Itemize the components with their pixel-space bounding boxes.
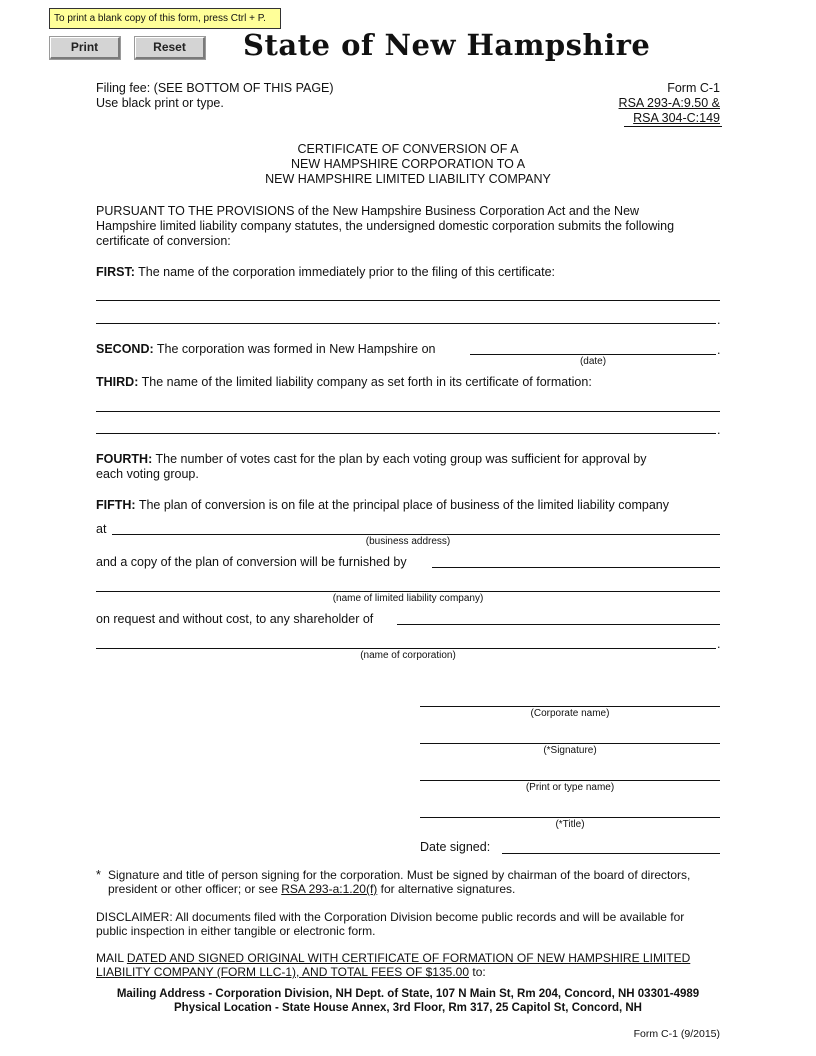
third-text: The name of the limited liability company as set forth in its certificate of formation: <box>141 375 592 389</box>
copy-furnished-text: and a copy of the plan of conversion will be furnished by <box>96 555 407 569</box>
mail-requirements-line1: DATED AND SIGNED ORIGINAL WITH CERTIFICATE OF FORMATION OF NEW HAMPSHIRE LIMITED <box>126 951 691 965</box>
footnote-line2 <box>108 882 515 896</box>
period: . <box>717 423 721 437</box>
form-title-line1: CERTIFICATE OF CONVERSION OF A <box>297 142 519 156</box>
fourth-text: The number of votes cast for the plan by each voting group was sufficient for approval by <box>155 452 647 466</box>
llc-name-field-1[interactable] <box>96 411 720 412</box>
period: . <box>717 313 721 327</box>
date-caption: (date) <box>579 356 607 367</box>
mail-instruction-line2 <box>96 965 486 979</box>
first-article <box>96 265 555 279</box>
footnote-line2-post: for alternative signatures. <box>380 882 516 896</box>
fifth-label: FIFTH: <box>96 498 136 512</box>
reset-button[interactable]: Reset <box>135 37 205 59</box>
mailing-address: Mailing Address - Corporation Division, NH Dept. of State, 107 N Main St, Rm 204, Concord, NH 03301-4989 <box>116 988 700 1000</box>
second-article <box>96 342 436 356</box>
on-request-text: on request and without cost, to any shareholder of <box>96 612 374 626</box>
period: . <box>717 637 721 651</box>
date-signed-label: Date signed: <box>420 840 491 854</box>
black-print-note: Use black print or type. <box>96 96 224 110</box>
print-name-field[interactable] <box>420 780 720 781</box>
corporation-name-field-2[interactable] <box>96 323 716 324</box>
disclaimer-line1: DISCLAIMER: All documents filed with the Corporation Division become public records and will be available for <box>96 910 685 924</box>
rsa-link-304[interactable]: RSA 304-C:149 <box>633 111 720 125</box>
signature-field[interactable] <box>420 743 720 744</box>
first-label: FIRST: <box>96 265 135 279</box>
llc-name-caption: (name of limited liability company) <box>332 593 484 604</box>
furnisher-field-2[interactable] <box>96 591 720 592</box>
second-text: The corporation was formed in New Hampshire on <box>156 342 436 356</box>
fourth-article <box>96 452 736 466</box>
corporation-name-field-1[interactable] <box>96 300 720 301</box>
signature-caption: (*Signature) <box>543 745 597 756</box>
formation-date-field[interactable] <box>470 354 716 355</box>
third-label: THIRD: <box>96 375 139 389</box>
corporate-name-field[interactable] <box>420 706 720 707</box>
business-address-caption: (business address) <box>365 536 451 547</box>
intro-line2: Hampshire limited liability company statutes, the undersigned domestic corporation submits the following <box>96 219 675 233</box>
form-version: Form C-1 (9/2015) <box>633 1028 720 1040</box>
corporation-name-caption: (name of corporation) <box>360 650 456 661</box>
mail-prefix: MAIL <box>96 951 124 965</box>
rsa-link-293[interactable]: RSA 293-A:9.50 & <box>618 96 720 110</box>
footnote-star: * <box>96 868 101 882</box>
print-button[interactable]: Print <box>50 37 120 59</box>
title-caption: (*Title) <box>555 819 585 830</box>
first-text: The name of the corporation immediately prior to the filing of this certificate: <box>138 265 556 279</box>
footnote-line2-pre: president or other officer; or see <box>108 882 278 896</box>
title-field[interactable] <box>420 817 720 818</box>
rsa-alt-signature-link[interactable]: RSA 293-a:1.20(f) <box>281 882 378 896</box>
mail-to: to: <box>472 965 486 979</box>
shareholder-field-1[interactable] <box>397 624 720 625</box>
shareholder-field-2[interactable] <box>96 648 716 649</box>
at-label: at <box>96 522 107 536</box>
form-id: Form C-1 <box>667 81 720 95</box>
print-hint-tooltip: To print a blank copy of this form, press Ctrl + P. <box>49 8 281 29</box>
state-title: State of New Hampshire <box>243 28 651 62</box>
mail-requirements-line2: LIABILITY COMPANY (FORM LLC-1), AND TOTAL FEES OF $135.00 <box>96 965 470 979</box>
fourth-text-line2: each voting group. <box>96 467 199 481</box>
disclaimer-line2: public inspection in either tangible or electronic form. <box>96 924 376 938</box>
corporate-name-caption: (Corporate name) <box>530 708 610 719</box>
third-article <box>96 375 592 389</box>
footnote-line1: Signature and title of person signing for the corporation. Must be signed by chairman of the board of directors, <box>108 868 691 882</box>
furnisher-field-1[interactable] <box>432 567 720 568</box>
business-address-field[interactable] <box>112 534 720 535</box>
second-label: SECOND: <box>96 342 154 356</box>
print-name-caption: (Print or type name) <box>525 782 615 793</box>
filing-fee-note: Filing fee: (SEE BOTTOM OF THIS PAGE) <box>96 81 334 95</box>
physical-location: Physical Location - State House Annex, 3rd Floor, Rm 317, 25 Capitol St, Concord, NH <box>174 1002 642 1014</box>
form-title-line2: NEW HAMPSHIRE CORPORATION TO A <box>290 157 526 171</box>
fifth-text: The plan of conversion is on file at the principal place of business of the limited liability company <box>138 498 669 512</box>
period: . <box>717 343 721 357</box>
llc-name-field-2[interactable] <box>96 433 716 434</box>
form-title-line3: NEW HAMPSHIRE LIMITED LIABILITY COMPANY <box>265 172 551 186</box>
intro-line3: certificate of conversion: <box>96 234 231 248</box>
mail-instruction-line1 <box>96 951 690 965</box>
intro-line1: PURSUANT TO THE PROVISIONS of the New Hampshire Business Corporation Act and the New <box>96 204 640 218</box>
fifth-article <box>96 498 746 512</box>
rsa-underline <box>624 126 722 127</box>
date-signed-field[interactable] <box>502 853 720 854</box>
fourth-label: FOURTH: <box>96 452 153 466</box>
